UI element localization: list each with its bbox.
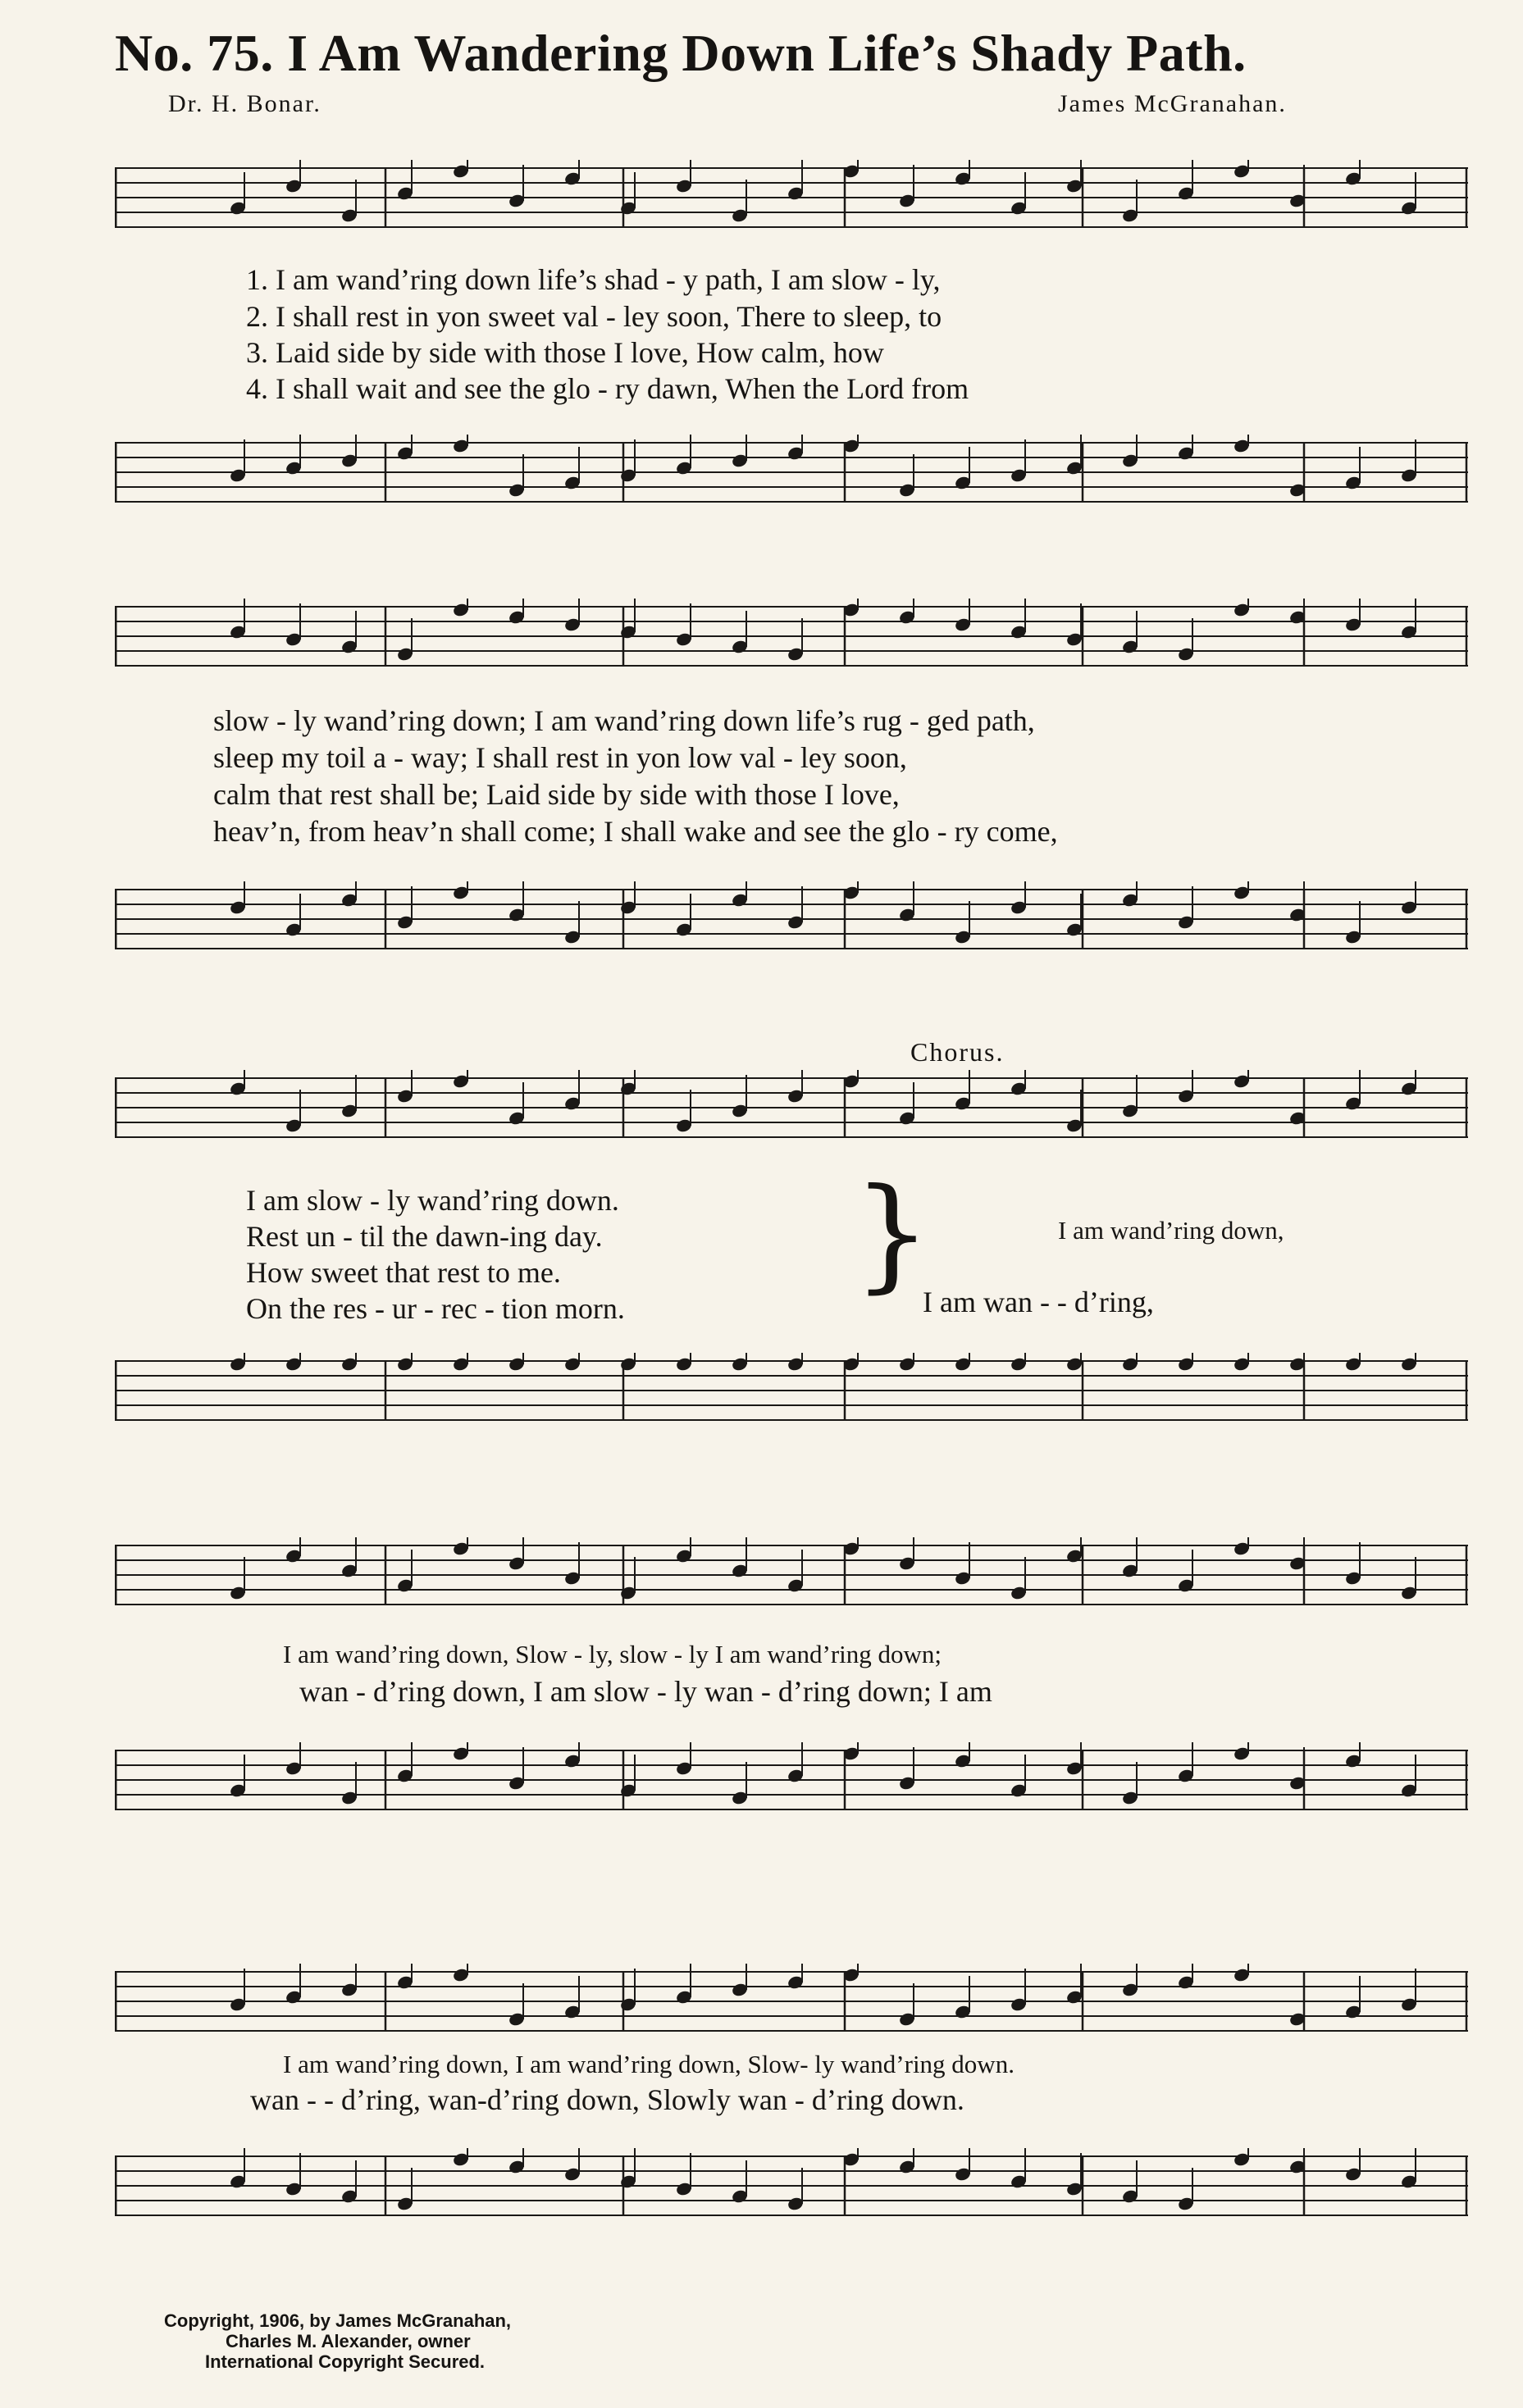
lyric-line: calm that rest shall be; Laid side by side with those I love, — [213, 778, 900, 811]
chorus-lyric-line: I am wan - - d’ring, — [923, 1286, 1154, 1318]
treble-staff — [115, 1537, 1468, 1616]
staff-lines — [115, 160, 1468, 239]
lyric-line: 3. Laid side by side with those I love, How calm, how — [246, 336, 884, 369]
chorus-label: Chorus. — [910, 1037, 1005, 1067]
staff-lines — [115, 1742, 1468, 1821]
lyric-line: Rest un - til the dawn-ing day. — [246, 1220, 603, 1253]
lyric-line: On the res - ur - rec - tion morn. — [246, 1292, 625, 1325]
staff-lines — [115, 1070, 1468, 1149]
treble-staff — [115, 1964, 1468, 2042]
bass-staff — [115, 435, 1468, 513]
hymn-title: No. 75. I Am Wandering Down Life’s Shady Path. — [115, 24, 1247, 82]
staff-lines — [115, 435, 1468, 513]
staff-lines — [115, 2148, 1468, 2227]
composer-credit: James McGranahan. — [1058, 90, 1287, 117]
lyric-line: wan - - d’ring, wan-d’ring down, Slowly wan - d’ring down. — [250, 2083, 964, 2116]
lyric-line: How sweet that rest to me. — [246, 1256, 561, 1289]
bass-staff — [115, 1353, 1468, 1432]
staff-lines — [115, 1537, 1468, 1616]
copyright-line: International Copyright Secured. — [205, 2351, 486, 2372]
bass-staff — [115, 1742, 1468, 1821]
verse-brace: } — [853, 1163, 932, 1305]
author-credit: Dr. H. Bonar. — [168, 90, 321, 117]
chorus-lyric-line: I am wand’ring down, — [1058, 1216, 1284, 1245]
staff-lines — [115, 1964, 1468, 2042]
lyric-line: 4. I shall wait and see the glo - ry dawn, When the Lord from — [246, 372, 969, 405]
bass-staff — [115, 2148, 1468, 2227]
lyric-line: I am wand’ring down, I am wand’ring down, Slow- ly wand’ring down. — [283, 2050, 1015, 2078]
staff-lines — [115, 881, 1468, 960]
lyric-line: heav’n, from heav’n shall come; I shall wake and see the glo - ry come, — [213, 815, 1058, 848]
bass-staff — [115, 881, 1468, 960]
lyric-line: 1. I am wand’ring down life’s shad - y path, I am slow - ly, — [246, 263, 941, 296]
staff-lines — [115, 599, 1468, 677]
lyric-line: wan - d’ring down, I am slow - ly wan - d’ring down; I am — [299, 1675, 992, 1708]
lyric-line: sleep my toil a - way; I shall rest in yon low val - ley soon, — [213, 741, 907, 774]
lyric-line: 2. I shall rest in yon sweet val - ley soon, There to sleep, to — [246, 300, 942, 333]
treble-staff — [115, 1070, 1468, 1149]
lyric-line: I am slow - ly wand’ring down. — [246, 1184, 619, 1217]
copyright-line: Charles M. Alexander, owner — [226, 2331, 471, 2351]
lyric-line: slow - ly wand’ring down; I am wand’ring down life’s rug - ged path, — [213, 704, 1035, 737]
staff-lines — [115, 1353, 1468, 1432]
lyric-line: I am wand’ring down, Slow - ly, slow - ly I am wand’ring down; — [283, 1640, 942, 1668]
copyright-line: Copyright, 1906, by James McGranahan, — [164, 2310, 512, 2331]
treble-staff — [115, 160, 1468, 239]
treble-staff — [115, 599, 1468, 677]
